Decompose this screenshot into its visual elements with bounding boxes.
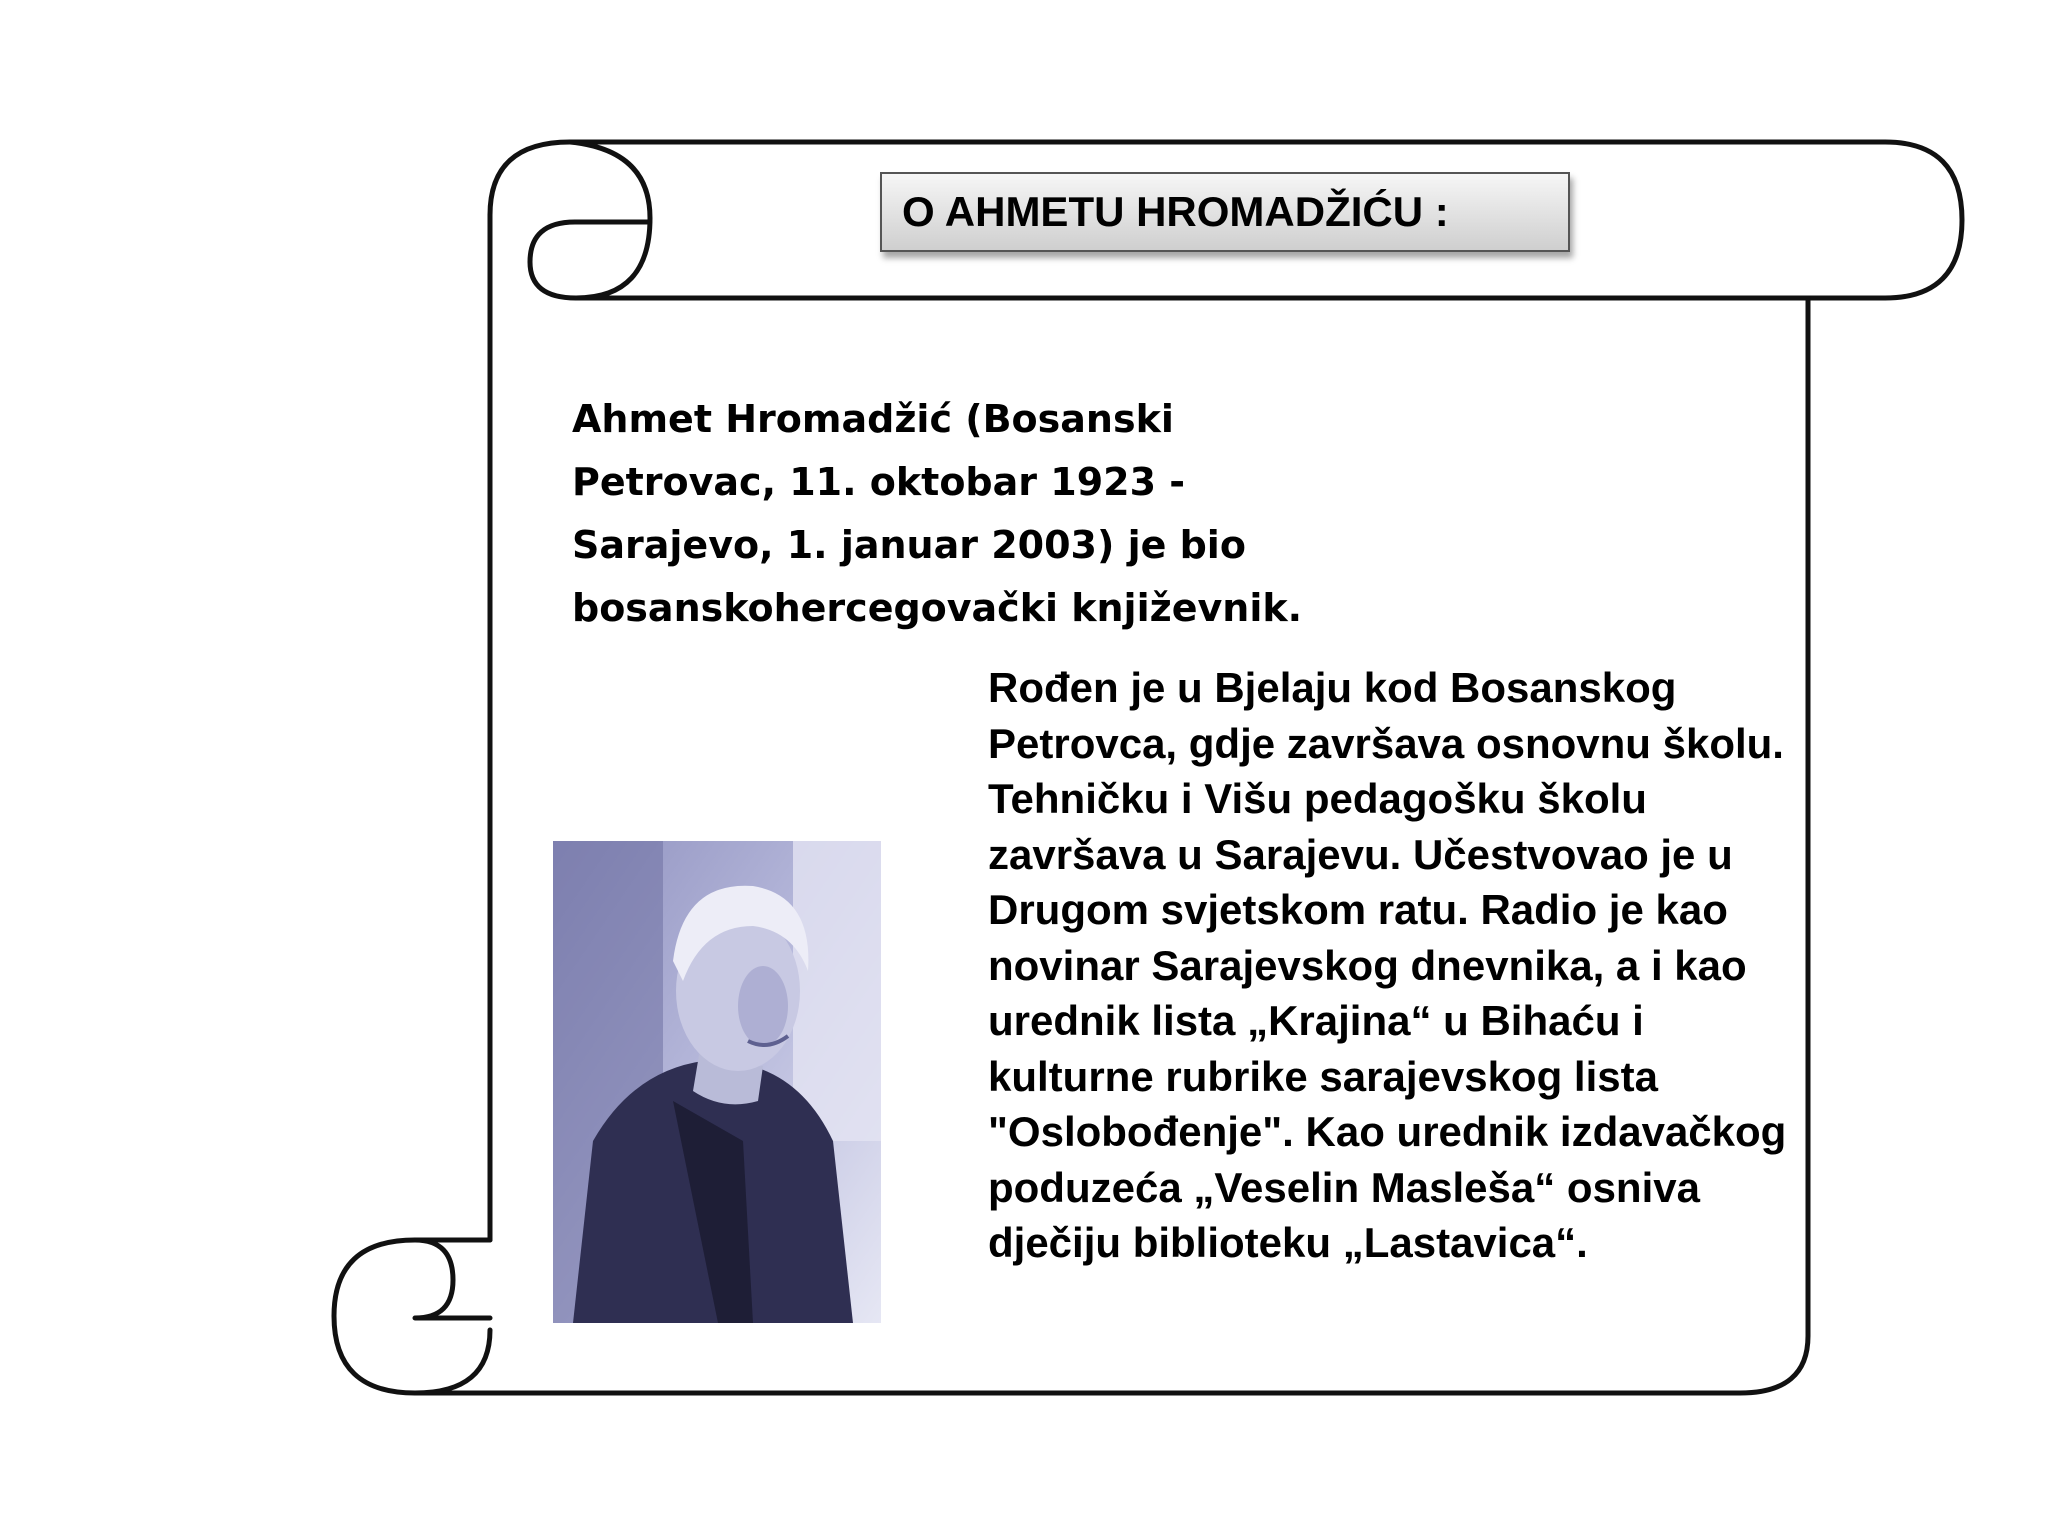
portrait-photo (553, 841, 881, 1323)
page-title: O AHMETU HROMADŽIĆU : (902, 188, 1449, 235)
scroll-top-curl (530, 142, 650, 298)
biography-paragraph: Rođen je u Bjelaju kod Bosanskog Petrovca, gdje završava osnovnu školu. Tehničku i Višu pedagošku školu završava u Sarajevu. Učestvovao je u Drugom svjetskom ratu. Radio je kao novinar Sarajevskog dnevnika, a i kao urednik lista „Krajina“ u Bihaću i kulturne rubrike sarajevskog lista "Oslobođenje". Kao urednik izdavačkog poduzeća „Veselin Masleša“ osniva dječiju biblioteku „Lastavica“. (988, 664, 1787, 1266)
intro-paragraph: Ahmet Hromadžić (Bosanski Petrovac, 11. oktobar 1923 - Sarajevo, 1. januar 2003) je bio bosanskohercegovački književnik. (572, 397, 1303, 630)
title-box (880, 172, 1570, 252)
